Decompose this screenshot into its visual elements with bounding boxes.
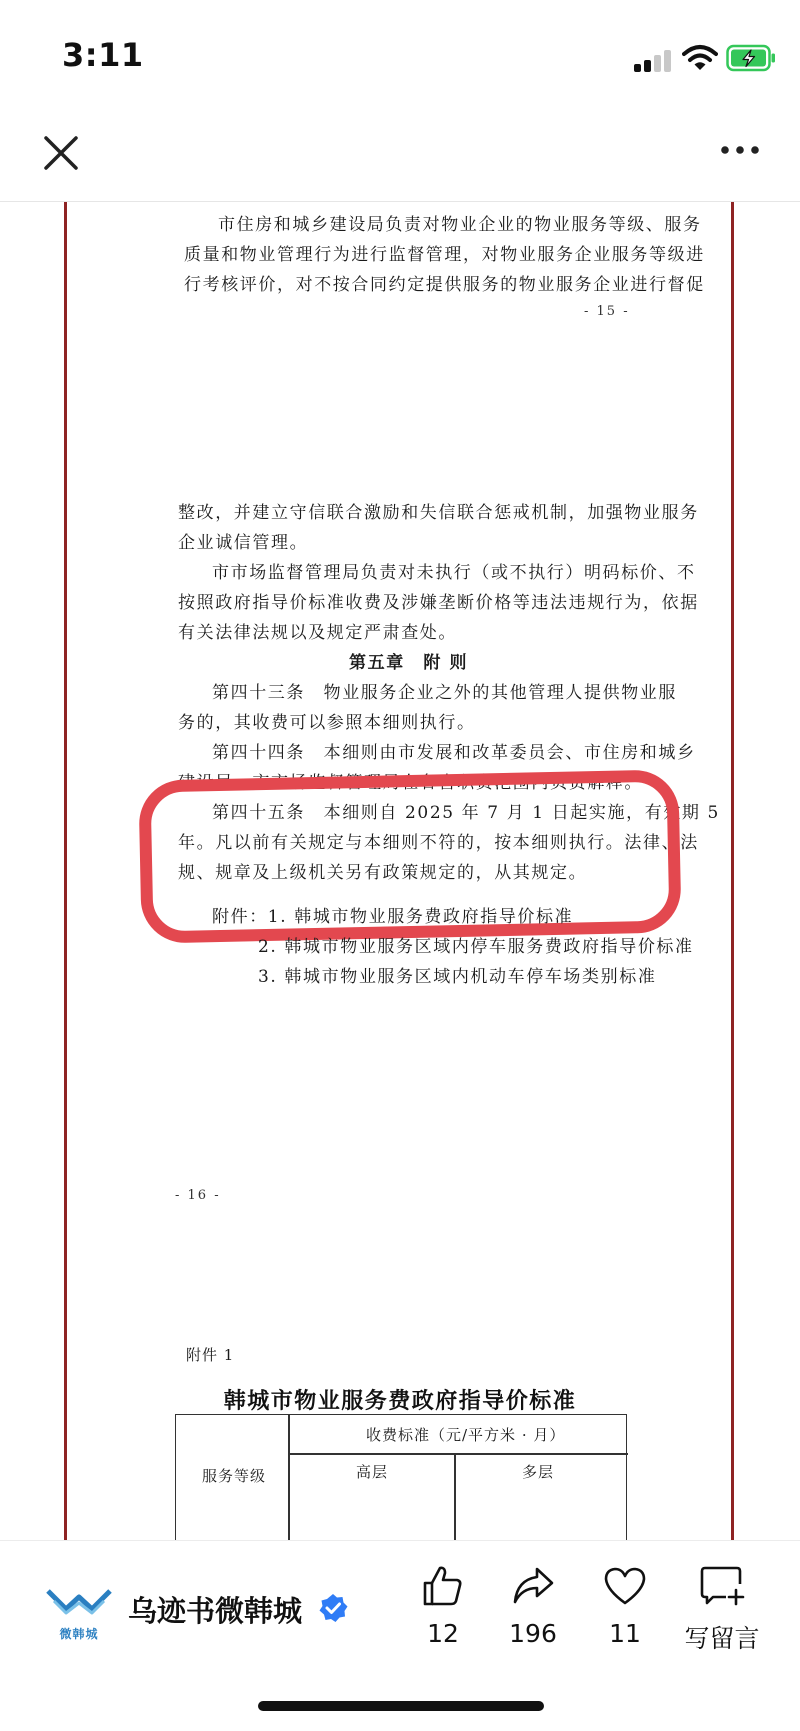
document-line: 行考核评价，对不按合同约定提供服务的物业服务企业进行督促: [184, 275, 705, 295]
document-line: 第四十三条 物业服务企业之外的其他管理人提供物业服: [212, 683, 677, 703]
share-icon: [510, 1563, 556, 1609]
document-line: 建设局、市市场监督管理局在各自职责范围内负责解释。: [178, 773, 643, 793]
thumbs-up-icon: [420, 1563, 466, 1609]
document-line: 按照政府指导价标准收费及涉嫌垄断价格等违法违规行为，依据: [178, 593, 699, 613]
battery-charging-icon: [726, 44, 776, 72]
document-line: 有关法律法规以及规定严肃查处。: [178, 623, 457, 643]
logo-mark-icon: [44, 1581, 114, 1621]
document-line: 第四十五条 本细则自 2025 年 7 月 1 日起实施，有效期 5: [212, 803, 720, 823]
page-number-15: - 15 -: [584, 304, 630, 319]
cellular-signal-icon: [634, 50, 672, 72]
account-name[interactable]: 乌迹书微韩城: [128, 1594, 303, 1628]
like-count: 12: [427, 1619, 459, 1648]
logo-text: 微韩城: [59, 1627, 99, 1641]
document-line: 市住房和城乡建设局负责对物业企业的物业服务等级、服务: [218, 215, 702, 235]
close-icon[interactable]: [38, 130, 84, 176]
document-margin-line-left: [64, 202, 67, 1540]
verified-badge-icon: [318, 1593, 348, 1623]
favorite-button[interactable]: [580, 1563, 670, 1673]
document-line: 市市场监督管理局负责对未执行（或不执行）明码标价、不: [212, 563, 696, 583]
document-line: 质量和物业管理行为进行监督管理，对物业服务企业服务等级进: [184, 245, 705, 265]
attachment-line: 2. 韩城市物业服务区域内停车服务费政府指导价标准: [258, 937, 694, 957]
document-line: 整改，并建立守信联合激励和失信联合惩戒机制，加强物业服务: [178, 503, 699, 523]
share-button[interactable]: [488, 1563, 578, 1673]
account-logo[interactable]: [44, 1581, 114, 1641]
table-group-header: 收费标准（元/平方米 · 月）: [366, 1426, 566, 1444]
status-bar: [0, 0, 800, 110]
heart-icon: [602, 1563, 648, 1609]
status-time: 3:11: [62, 36, 144, 74]
top-navigation-bar: [0, 110, 800, 202]
chapter-title: 第五章 附 则: [349, 653, 469, 673]
table-col-header: 高层: [356, 1463, 389, 1481]
home-indicator[interactable]: [258, 1701, 544, 1711]
appendix-title: 韩城市物业服务费政府指导价标准: [223, 1388, 577, 1414]
attachment-line: 3. 韩城市物业服务区域内机动车停车场类别标准: [258, 967, 657, 987]
like-button[interactable]: [398, 1563, 488, 1673]
document-line: 第四十四条 本细则由市发展和改革委员会、市住房和城乡: [212, 743, 696, 763]
document-line: 企业诚信管理。: [178, 533, 309, 553]
write-comment-button[interactable]: [672, 1563, 772, 1673]
favorite-count: 11: [609, 1619, 641, 1648]
document-margin-line-right: [731, 202, 734, 1540]
attachment-line: 附件：1. 韩城市物业服务费政府指导价标准: [212, 907, 574, 927]
write-comment-label: 写留言: [684, 1624, 760, 1653]
document-line: 务的，其收费可以参照本细则执行。: [178, 713, 476, 733]
comment-icon: [699, 1563, 745, 1609]
more-options-icon[interactable]: [720, 140, 760, 160]
appendix-label: 附件 1: [186, 1346, 235, 1364]
document-line: 年。凡以前有关规定与本细则不符的，按本细则执行。法律、法: [178, 833, 699, 853]
document-line: 规、规章及上级机关另有政策规定的，从其规定。: [178, 863, 588, 883]
share-count: 196: [509, 1619, 557, 1648]
page-number-16: - 16 -: [175, 1188, 221, 1203]
table-row-header: 服务等级: [202, 1467, 267, 1485]
document-image[interactable]: [0, 202, 800, 1540]
table-col-header: 多层: [522, 1463, 555, 1481]
bottom-action-bar: [0, 1540, 800, 1731]
wifi-icon: [682, 44, 718, 72]
